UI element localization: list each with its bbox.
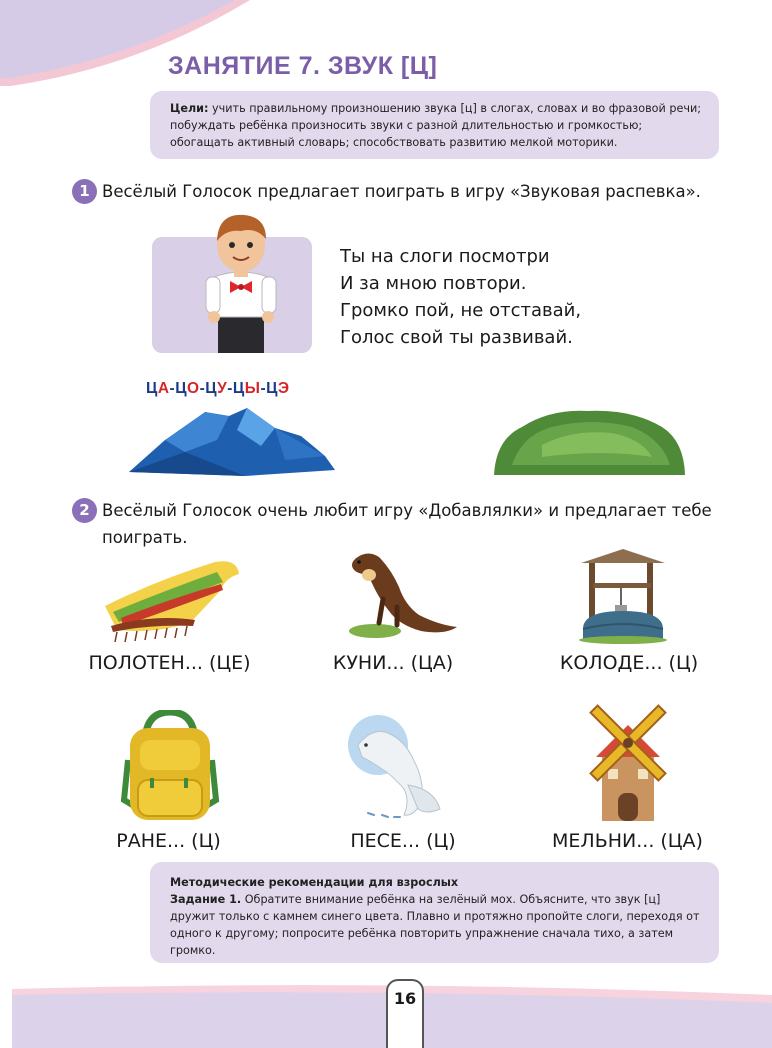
blue-stone-illustration [125,400,340,480]
task1-text: Весёлый Голосок предлагает поиграть в игру «Звуковая распевка». [102,182,701,201]
lesson-title: ЗАНЯТИЕ 7. ЗВУК [Ц] [168,52,438,80]
syllable-separator: - [260,380,267,397]
boy-illustration [196,205,286,355]
task2-text [102,497,712,551]
syllable-vowel: Э [277,380,290,397]
towel-illustration [97,552,242,644]
syllable-separator: - [199,380,206,397]
syllable-vowel: У [217,380,228,397]
recommendations-task-label: Задание 1. [170,893,242,906]
poem [340,243,581,351]
word-backpack: РАНЕ... (Ц) [116,830,221,852]
syllable-consonant: Ц [146,380,158,397]
syllable-consonant: Ц [205,380,218,397]
poem-line: Громко пой, не отставай, [340,300,582,321]
syllable-separator: - [169,380,176,397]
page-number: 16 [386,979,424,1048]
task2-line: Весёлый Голосок очень любит игру «Добавлялки» и предлагает тебе [102,501,712,520]
task1-number: 1 [72,179,97,204]
backpack-illustration [120,710,220,825]
word-arctic-fox: ПЕСЕ... (Ц) [350,830,456,852]
poem-line: И за мною повтори. [340,273,527,294]
syllable-consonant: Ц [266,380,278,397]
recommendations-body [170,891,705,959]
syllable-vowel: О [187,380,200,397]
task2-number: 2 [72,498,97,523]
recommendations-heading: Методические рекомендации для взрослых [170,876,459,889]
goals-text: учить правильному произношению звука [ц] в слогах, словах и во фразовой речи; побуждать ребёнка произносить звуки с разной длительностью и громкостью; обогащать активный словарь; способствовать развитию мелкой моторики. [170,102,701,149]
syllable-vowel: А [157,380,170,397]
marten-illustration [345,545,463,643]
recommendations-box [150,862,719,963]
syllable-separator: - [227,380,233,397]
arctic-fox-illustration [348,705,460,823]
syllable-consonant: Ц [175,380,188,397]
syllable-consonant: Ц [232,380,245,397]
word-well: КОЛОДЕ... (Ц) [559,652,699,674]
recommendations-text: Обратите внимание ребёнка на зелёный мох. Объясните, что звук [ц] дружит только с камнем синего цвета. Плавно и протяжно пропойте слоги, переходя от одного к другому; попросите ребёнка повторить упражнение сначала тихо, а затем громко. [170,893,700,957]
syllables [146,380,289,398]
goals-label: Цели: [170,102,209,115]
poem-line: Голос свой ты развивай. [340,327,573,348]
word-marten: КУНИ... (ЦА) [332,652,454,674]
goals-box [150,91,719,159]
word-windmill: МЕЛЬНИ... (ЦА) [552,830,703,852]
windmill-illustration [578,695,678,825]
syllable-vowel: Ы [244,380,261,397]
poem-line: Ты на слоги посмотри [340,246,550,267]
well-illustration [575,545,670,645]
word-towel: ПОЛОТЕН... (ЦЕ) [88,652,251,674]
green-moss-illustration [492,405,687,477]
task2-line: поиграть. [102,528,188,547]
